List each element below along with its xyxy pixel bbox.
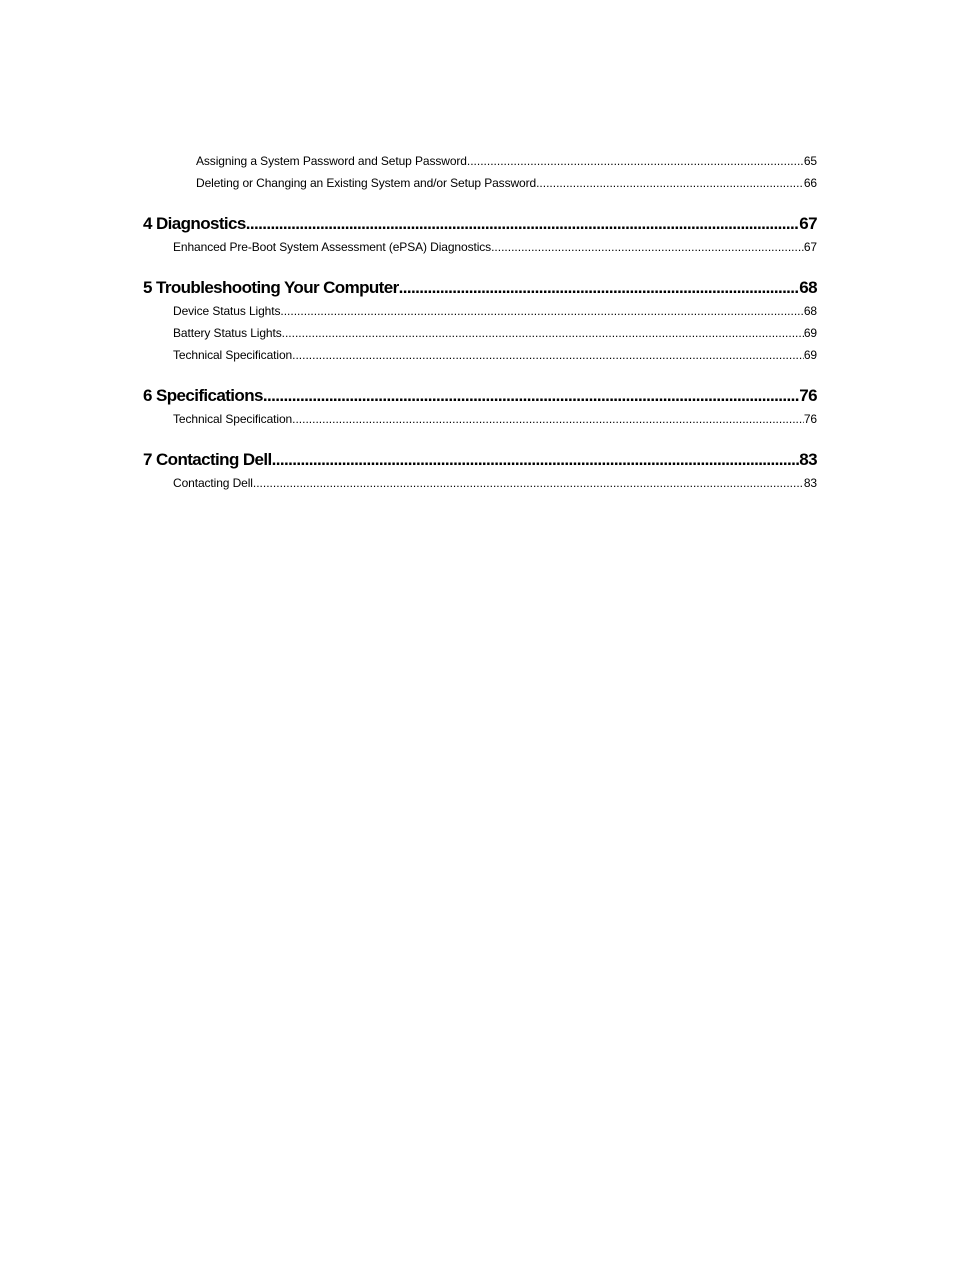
toc-entry-technical-specification[interactable] — [143, 408, 817, 430]
toc-entry-epsa-diagnostics[interactable] — [143, 236, 817, 258]
toc-entry-title: Assigning a System Password and Setup Password — [196, 154, 467, 168]
chapter-page: 83 — [799, 450, 817, 469]
chapter-title: 4 Diagnostics — [143, 214, 246, 233]
toc-entry-page: 65 — [803, 154, 817, 168]
toc-entry-title: Technical Specification — [173, 412, 293, 426]
dot-leader — [292, 344, 804, 366]
toc-entry-title: Enhanced Pre-Boot System Assessment (ePSA) Diagnostics — [173, 240, 492, 254]
dot-leader — [280, 300, 803, 322]
toc-entry-title: Battery Status Lights — [173, 326, 282, 340]
dot-leader — [253, 472, 804, 494]
toc-entry-page: 67 — [803, 240, 817, 254]
dot-leader — [282, 322, 804, 344]
toc-entry-assigning-password[interactable] — [143, 150, 817, 172]
toc-chapter-specifications[interactable] — [143, 383, 817, 408]
dot-leader — [263, 383, 799, 408]
dot-leader — [491, 236, 804, 258]
chapter-page: 67 — [799, 214, 817, 233]
toc-entry-title: Contacting Dell — [173, 476, 253, 490]
dot-leader — [246, 211, 800, 236]
dot-leader — [467, 150, 804, 172]
toc-entry-title: Technical Specification — [173, 348, 293, 362]
chapter-page: 76 — [799, 386, 817, 405]
table-of-contents — [143, 150, 817, 494]
chapter-page: 68 — [799, 278, 817, 297]
toc-entry-title: Device Status Lights — [173, 304, 281, 318]
toc-entry-page: 83 — [803, 476, 817, 490]
toc-entry-technical-specification[interactable] — [143, 344, 817, 366]
toc-chapter-troubleshooting[interactable] — [143, 275, 817, 300]
toc-entry-title: Deleting or Changing an Existing System and/or Setup Password — [196, 176, 537, 190]
chapter-title: 5 Troubleshooting Your Computer — [143, 278, 399, 297]
toc-entry-page: 76 — [803, 412, 817, 426]
toc-entry-contacting-dell[interactable] — [143, 472, 817, 494]
toc-entry-device-status-lights[interactable] — [143, 300, 817, 322]
dot-leader — [292, 408, 804, 430]
dot-leader — [399, 275, 800, 300]
toc-entry-page: 69 — [803, 326, 817, 340]
toc-entry-page: 69 — [803, 348, 817, 362]
toc-entry-battery-status-lights[interactable] — [143, 322, 817, 344]
toc-entry-page: 66 — [803, 176, 817, 190]
dot-leader — [536, 172, 804, 194]
toc-chapter-contacting-dell[interactable] — [143, 447, 817, 472]
toc-entry-page: 68 — [803, 304, 817, 318]
toc-chapter-diagnostics[interactable] — [143, 211, 817, 236]
chapter-title: 6 Specifications — [143, 386, 263, 405]
dot-leader — [272, 447, 800, 472]
chapter-title: 7 Contacting Dell — [143, 450, 272, 469]
toc-entry-deleting-password[interactable] — [143, 172, 817, 194]
